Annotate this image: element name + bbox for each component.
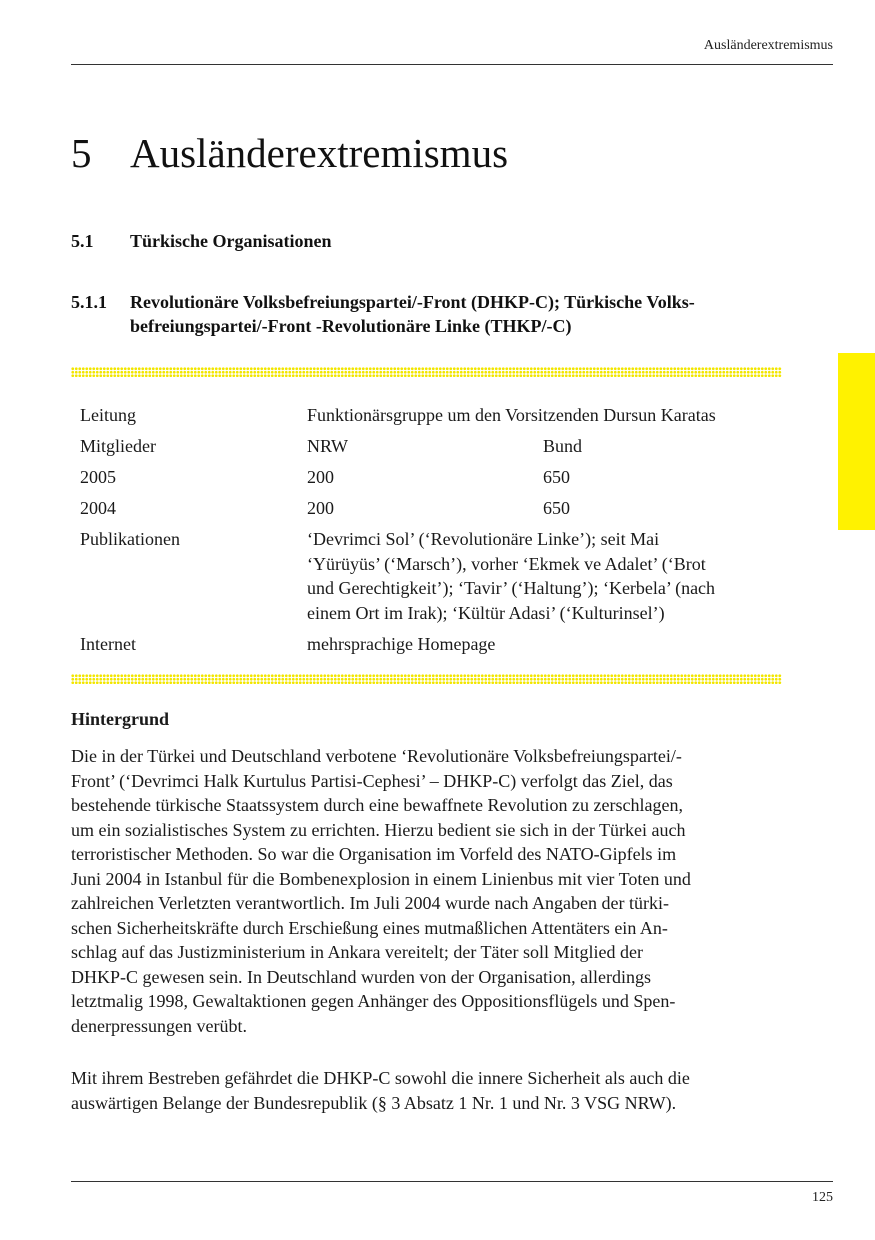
fact-bund-count: 650 <box>543 467 570 487</box>
paragraph-line: DHKP-C gewesen sein. In Deutschland wurden von der Organisation, allerdings <box>71 966 652 987</box>
paragraph-line: letztmalig 1998, Gewaltaktionen gegen Anhänger des Oppositionsflügels und Spen- <box>71 991 676 1011</box>
footer-rule <box>71 1181 833 1182</box>
subsection-number: 5.1.1 <box>71 292 107 312</box>
header-rule <box>71 64 833 65</box>
background-paragraph-1 <box>71 744 779 1038</box>
subsection-heading <box>71 290 791 338</box>
subsection-title-line-1: Revolutionäre Volksbefreiungspartei/-Front (DHKP-C); Türkische Volks- <box>130 292 695 312</box>
chapter-number: 5 <box>71 130 92 176</box>
paragraph-line: terroristischer Methoden. So war die Organisation im Vorfeld des NATO-Gipfels im <box>71 844 677 864</box>
fact-label: Internet <box>80 633 136 654</box>
paragraph-line: Die in der Türkei und Deutschland verbotene ‘Revolutionäre Volksbefreiungspartei/- <box>71 746 682 766</box>
publication-line: und Gerechtigkeit’); ‘Tavir’ (‘Haltung’); ‘Kerbela’ (nach <box>307 578 716 598</box>
fact-nrw-count: 200 <box>307 467 334 487</box>
paragraph-line: denerpressungen verübt. <box>71 1015 247 1036</box>
fact-label: Leitung <box>80 405 136 425</box>
section-heading <box>71 229 791 253</box>
fact-value-publications <box>307 527 782 625</box>
publication-line: ‘Yürüyüs’ (‘Marsch’), vorher ‘Ekmek ve Adalet’ (‘Brot <box>307 553 706 574</box>
paragraph-line: Mit ihrem Bestreben gefährdet die DHKP-C sowohl die innere Sicherheit als auch die <box>71 1068 690 1088</box>
fact-label: Mitglieder <box>80 436 156 456</box>
dotted-divider-top <box>71 367 782 377</box>
fact-nrw-count: 200 <box>307 498 334 518</box>
column-header-bund: Bund <box>543 436 583 456</box>
fact-row-year <box>80 496 800 521</box>
paragraph-line: auswärtigen Belange der Bundesrepublik (§ 3 Absatz 1 Nr. 1 und Nr. 3 VSG NRW). <box>71 1092 677 1113</box>
chapter-title <box>71 128 508 178</box>
paragraph-line: schen Sicherheitskräfte durch Erschießung eines mutmaßlichen Attentäters ein An- <box>71 917 668 938</box>
fact-year: 2005 <box>80 467 116 487</box>
chapter-tab-marker <box>838 353 875 530</box>
paragraph-line: bestehende türkische Staatssystem durch eine bewaffnete Revolution zu zerschlagen, <box>71 795 683 815</box>
fact-box <box>80 403 800 663</box>
fact-value: Funktionärsgruppe um den Vorsitzenden Dursun Karatas <box>307 405 716 425</box>
background-heading: Hintergrund <box>71 709 170 729</box>
fact-label: Publikationen <box>80 529 180 549</box>
column-header-nrw: NRW <box>307 436 349 456</box>
publication-line: einem Ort im Irak); ‘Kültür Adasi’ (‘Kulturinsel’) <box>307 602 665 623</box>
page-number: 125 <box>812 1190 833 1205</box>
fact-row-leitung <box>80 403 800 428</box>
background-paragraph-2 <box>71 1066 779 1115</box>
paragraph-line: zahlreichen Verletzten verantwortlich. Im Juli 2004 wurde nach Angaben der türki- <box>71 893 669 913</box>
fact-row-year <box>80 465 800 490</box>
fact-bund-count: 650 <box>543 498 570 518</box>
publication-line: ‘Devrimci Sol’ (‘Revolutionäre Linke’); seit Mai <box>307 529 660 549</box>
fact-row-publikationen <box>80 527 800 625</box>
subsection-title-line-2: befreiungspartei/-Front -Revolutionäre Linke (THKP/-C) <box>130 316 572 336</box>
paragraph-line: Juni 2004 in Istanbul für die Bombenexplosion in einem Linienbus mit vier Toten und <box>71 868 691 889</box>
paragraph-line: Front’ (‘Devrimci Halk Kurtulus Partisi-Cephesi’ – DHKP-C) verfolgt das Ziel, das <box>71 770 673 791</box>
dotted-divider-bottom <box>71 674 782 684</box>
running-header: Ausländerextremismus <box>703 38 833 53</box>
fact-year: 2004 <box>80 498 116 518</box>
paragraph-line: um ein sozialistisches System zu errichten. Hierzu bedient sie sich in der Türkei auch <box>71 819 686 840</box>
fact-row-mitglieder <box>80 434 800 459</box>
paragraph-line: schlag auf das Justizministerium in Ankara vereitelt; der Täter soll Mitglied der <box>71 942 644 962</box>
fact-value: mehrsprachige Homepage <box>307 633 496 654</box>
section-title: Türkische Organisationen <box>130 231 332 251</box>
section-number: 5.1 <box>71 231 94 251</box>
fact-row-internet <box>80 632 800 657</box>
chapter-title-text: Ausländerextremismus <box>130 130 509 176</box>
